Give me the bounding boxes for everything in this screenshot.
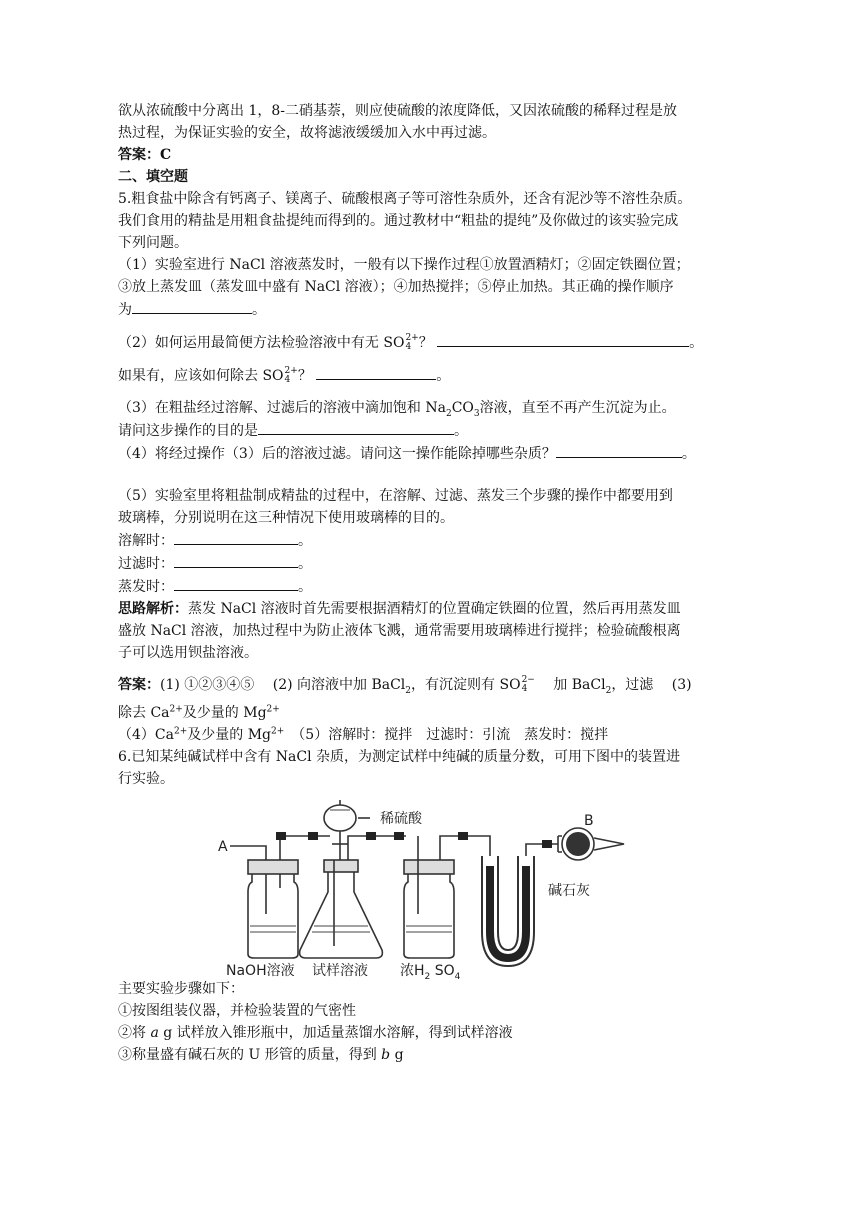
- label-soda-lime: 碱石灰: [548, 883, 590, 899]
- h2so4-bottle: [404, 874, 454, 958]
- q6-line-1: 6.已知某纯碱试样中含有 NaCl 杂质，为测定试样中纯碱的质量分数，可用下图中的装置进: [118, 749, 681, 765]
- answer-blank: [316, 364, 436, 380]
- step-2: ②将 a g 试样放入锥形瓶中，加适量蒸馏水溶解，得到试样溶液: [118, 1025, 513, 1041]
- separatory-funnel: [324, 805, 356, 831]
- q5-part4: （4）将经过操作（3）后的溶液过滤。请问这一操作能除掉哪些杂质？ 。: [118, 442, 743, 465]
- analysis-line-2: 盛放 NaCl 溶液，加热过程中为防止液体飞溅，通常需要用玻璃棒进行搅拌；检验硫酸根离: [118, 623, 681, 639]
- answer-blank: [174, 552, 298, 568]
- step-1: ①按图组装仪器，并检验装置的气密性: [118, 1003, 356, 1019]
- flask-stopper: [324, 860, 358, 872]
- label-naoh: NaOH溶液: [226, 963, 295, 979]
- sulfate-ion-charge: 2− 4: [521, 675, 535, 694]
- sulfate-ion-charge: 2+ 4: [405, 333, 419, 352]
- q5-part2-line-2: 如果有，应该如何除去 SO 2+ 4 ？ 。: [118, 366, 451, 385]
- document-page: [118, 100, 743, 1066]
- stopper-1: [248, 860, 298, 874]
- q5-part1-line-3: 为 。: [118, 298, 743, 321]
- q5-line-2: 我们食用的精盐是用粗食盐提纯而得到的。通过教材中“粗盐的提纯”及你做过的该实验完成: [118, 213, 679, 229]
- tube-1-2: [280, 836, 330, 860]
- analysis-line-3: 子可以选用钡盐溶液。: [118, 645, 258, 661]
- q5-part3-line-1: （3）在粗盐经过溶解、过滤后的溶液中滴加饱和 $Na_2CO_3$溶液，直至不再产生沉淀为止。: [118, 400, 676, 419]
- answer-blank: [132, 298, 252, 314]
- analysis-line-1: 思路解析：蒸发 NaCl 溶液时首先需要根据酒精灯的位置确定铁圈的位置，然后再用蒸发皿: [118, 601, 681, 617]
- step-3: ③称量盛有碱石灰的 U 形管的质量，得到 b g: [118, 1047, 404, 1063]
- intro-line-1: 欲从浓硫酸中分离出 1，8-二硝基萘，则应使硫酸的浓度降低，又因浓硫酸的稀释过程是放: [118, 103, 677, 119]
- answer-blank: [174, 575, 298, 591]
- q5-part1-line-1: （1）实验室进行 NaCl 溶液蒸发时，一般有以下操作过程①放置酒精灯；②固定铁圈位置；: [118, 257, 690, 273]
- label-b: B: [584, 813, 594, 829]
- erlenmeyer-flask: [300, 872, 383, 958]
- naoh-bottle: [248, 874, 298, 958]
- evaporate-line: 蒸发时： 。: [118, 575, 743, 598]
- filter-line: 过滤时： 。: [118, 552, 743, 575]
- q6-line-2: 行实验。: [118, 771, 174, 787]
- label-a: A: [218, 839, 228, 855]
- q5-part2-line-1: （2）如何运用最简便方法检验溶液中有无 SO 2+ 4 ？ 。: [118, 333, 704, 352]
- answer-blank: [556, 442, 682, 458]
- intro-line-2: 热过程，为保证实验的安全，故将滤液缓缓加入水中再过滤。: [118, 125, 496, 141]
- q5-line-1: 5.粗食盐中除含有钙离子、镁离子、硫酸根离子等可溶性杂质外，还含有泥沙等不溶性杂质。: [118, 191, 692, 207]
- section-heading: 二、填空题: [118, 169, 188, 185]
- answer-line-2: 除去 $Ca^{2+}$及少量的 $Mg^{2+}$: [118, 704, 280, 721]
- answer-line-1: 答案：(1) ①②③④⑤ (2) 向溶液中加 BaCl$_2$，有沉淀则有 SO 2− 4 加 BaCl$_2$，过滤 (3): [118, 675, 692, 696]
- sulfate-ion-charge: 2+ 4: [284, 366, 298, 385]
- soda-lime-fill: [486, 866, 530, 962]
- q5-part5-line-2: 玻璃棒，分别说明在这三种情况下使用玻璃棒的目的。: [118, 510, 454, 526]
- dissolve-line: 溶解时： 。: [118, 529, 743, 552]
- answer-blank: [437, 331, 689, 347]
- answer-c: 答案：C: [118, 147, 172, 163]
- q5-part1-line-2: ③放上蒸发皿（蒸发皿中盛有 NaCl 溶液）；④加热搅拌；⑤停止加热。其正确的操作顺序: [118, 279, 674, 295]
- q5-part5-line-1: （5）实验室里将粗盐制成精盐的过程中，在溶解、过滤、蒸发三个步骤的操作中都要用到: [118, 488, 673, 504]
- steps-title: 主要实验步骤如下：: [118, 981, 244, 997]
- apparatus-figure: [118, 796, 743, 982]
- q5-part3-line-2: 请问这步操作的目的是 。: [118, 419, 743, 442]
- stopper-3: [404, 860, 454, 874]
- label-dilute-acid: 稀硫酸: [380, 811, 422, 827]
- answer-blank: [174, 529, 298, 545]
- q5-line-3: 下列问题。: [118, 235, 188, 251]
- answer-blank: [258, 419, 454, 435]
- answer-line-3: $(4)Ca^{2+}$及少量的 $Mg^{2+}$ （5）溶解时：搅拌 过滤时：引流 蒸发时：搅拌: [118, 726, 609, 743]
- label-sample: 试样溶液: [312, 963, 368, 979]
- label-h2so4: 浓$H_2$ $SO_4$: [400, 963, 461, 982]
